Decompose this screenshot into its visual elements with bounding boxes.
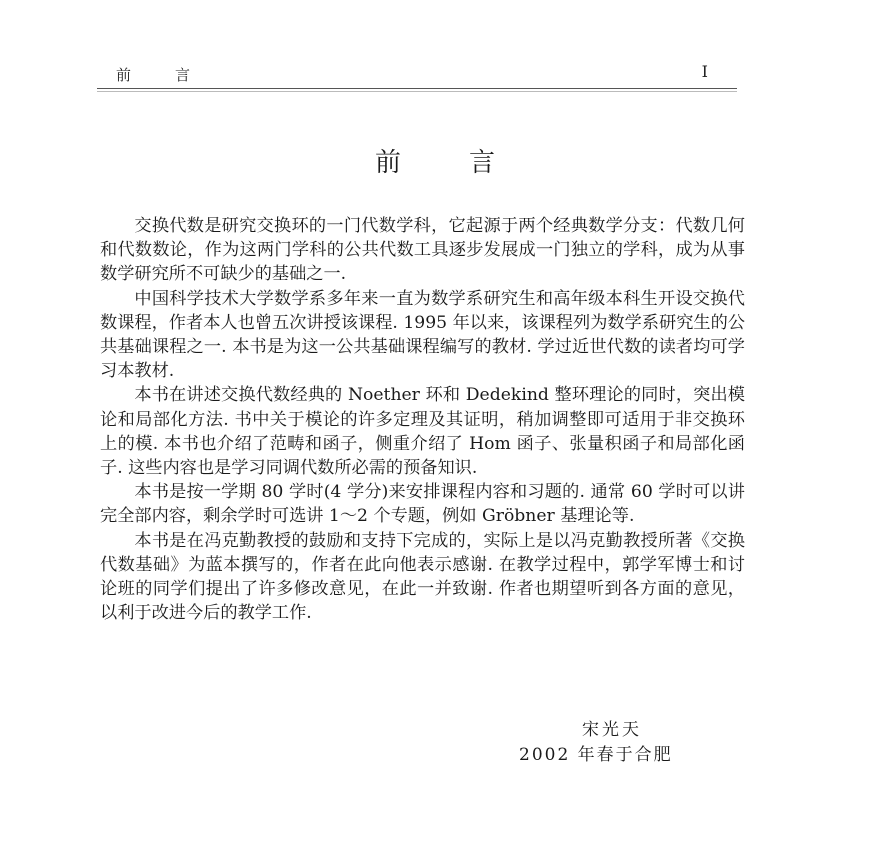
page-title: [0, 142, 870, 179]
paragraph: 本书是在冯克勤教授的鼓励和支持下完成的，实际上是以冯克勤教授所著《交换代数基础》为蓝本撰写的，作者在此向他表示感谢. 在教学过程中，郭学军博士和讨论班的同学们提出了许多修改意见，在此一并致谢. 作者也期望听到各方面的意见，以利于改进今后的教学工作.: [100, 530, 745, 624]
running-header: [100, 62, 740, 84]
signature-date-place: 2002 年春于合肥: [519, 745, 673, 765]
paragraph: 交换代数是研究交换环的一门代数学科，它起源于两个经典数学分支：代数几何和代数数论，作为这两门学科的公共代数工具逐步发展成一门独立的学科，成为从事数学研究所不可缺少的基础之一.: [100, 216, 745, 285]
running-header-section-title: 前言: [116, 66, 235, 84]
signature-author: 宋光天: [582, 720, 642, 740]
header-rule-secondary: [97, 91, 737, 92]
page-number: I: [701, 62, 708, 81]
header-rule: [97, 88, 737, 89]
paragraph: 中国科学技术大学数学系多年来一直为数学系研究生和高年级本科生开设交换代数课程，作者本人也曾五次讲授该课程. 1995 年以来，该课程列为数学系研究生的公共基础课程之一. 本书是为这一公共基础课程编写的教材. 学过近世代数的读者均可学习本教材.: [100, 288, 745, 382]
paragraph: 本书是按一学期 80 学时(4 学分)来安排课程内容和习题的. 通常 60 学时可以讲完全部内容，剩余学时可选讲 1～2 个专题，例如 Gröbner 基理论等.: [100, 482, 745, 527]
page-title-char-1: 前: [374, 148, 401, 178]
paragraph: 本书在讲述交换代数经典的 Noether 环和 Dedekind 整环理论的同时，突出模论和局部化方法. 书中关于模论的许多定理及其证明，稍加调整即可适用于非交换环上的模. 本书也介绍了范畴和函子，侧重介绍了 Hom 函子、张量积函子和局部化函子. 这些内容也是学习同调代数所必需的预备知识.: [100, 385, 745, 479]
preface-body: [100, 214, 745, 625]
page-title-char-2: 言: [469, 148, 496, 178]
